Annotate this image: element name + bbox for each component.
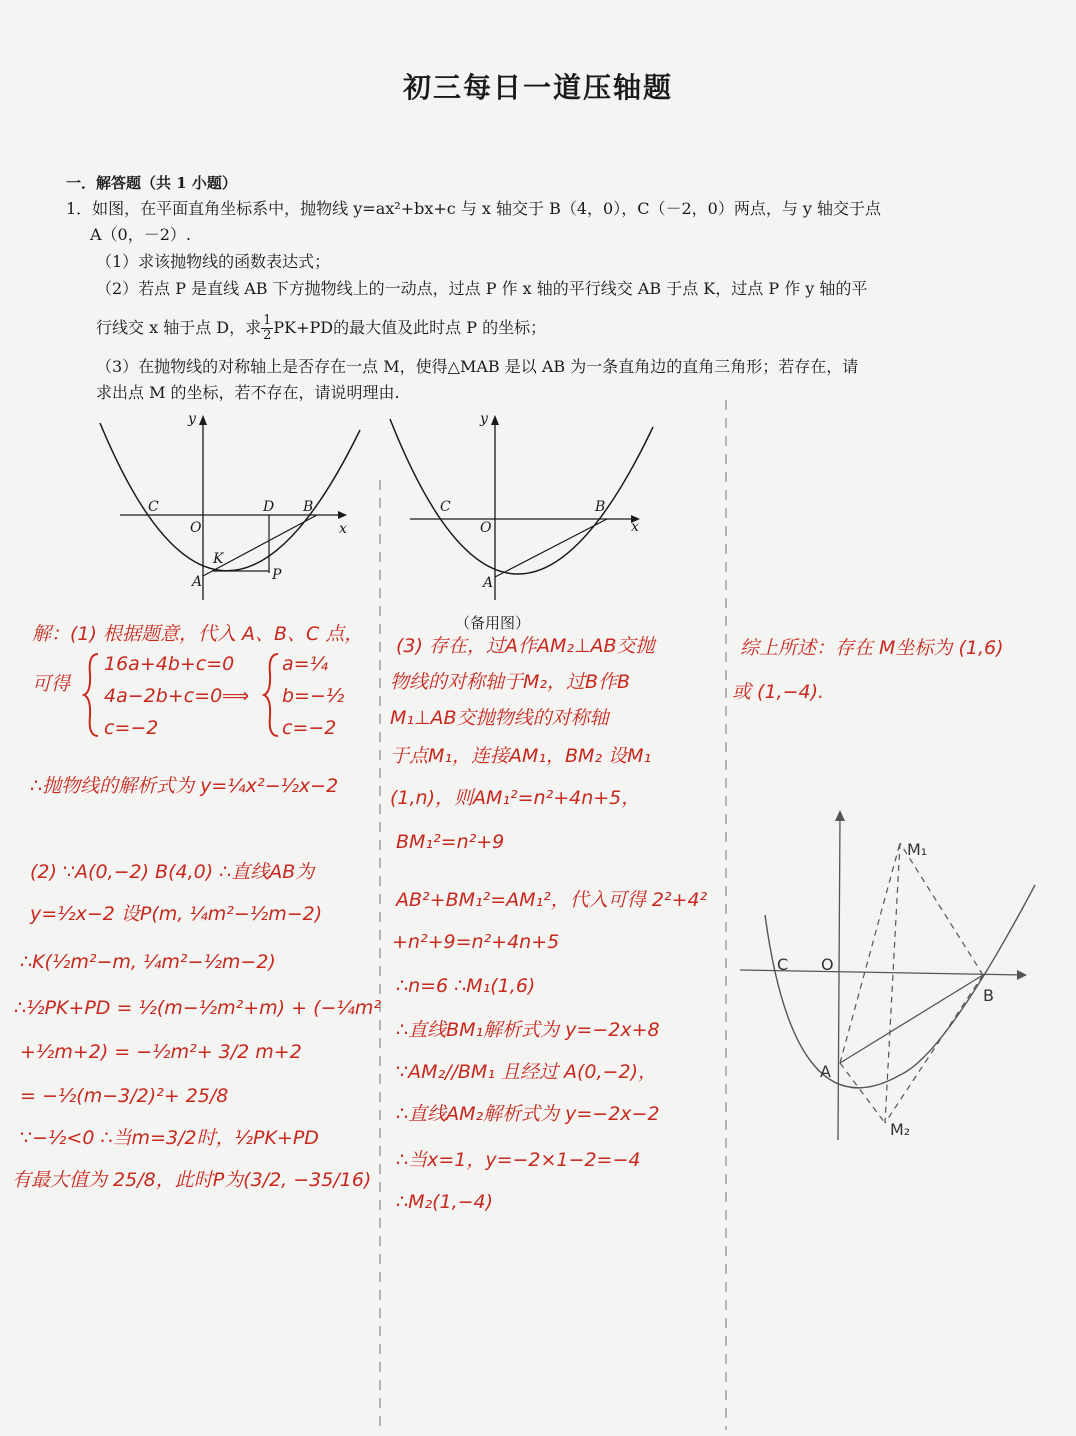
hw-c3-or: 或 (1,−4).	[732, 681, 825, 703]
point-b-label: B	[303, 499, 314, 515]
hw-c1-eq1: 16a+4b+c=0	[104, 653, 235, 675]
point-k-label: K	[213, 551, 224, 567]
x-label: x	[339, 521, 347, 537]
sketch-parabola	[765, 885, 1035, 1088]
sketch-c-label: C	[777, 955, 789, 974]
hw-c2-l4: (1,n)，则AM₁²=n²+4n+5，	[390, 787, 641, 809]
brace-icon	[84, 654, 98, 736]
point-d-label: D	[263, 499, 275, 515]
hw-c1-l14: +½m+2) = −½m²+ 3/2 m+2	[20, 1041, 302, 1063]
question-line-1: 1．如图，在平面直角坐标系中，抛物线 y=ax²+bx+c 与 x 轴交于 B（4，0），C（－2，0）两点，与 y 轴交于点	[66, 199, 882, 218]
backup-figure-caption: （备用图）	[455, 614, 531, 632]
brace-icon	[264, 654, 278, 736]
sketch-m1-label: M₁	[907, 840, 928, 859]
hw-c2-l6: AB²+BM₁²=AM₁²，代入可得 2²+4²	[396, 889, 708, 911]
point-p-label: P	[272, 567, 282, 583]
hw-c1-implies: ⟹	[222, 685, 250, 707]
sketch-x-arrow-icon	[1017, 970, 1027, 980]
hw-c1-result1: ∴抛物线的解析式为 y=¼x²−½x−2	[30, 775, 339, 797]
origin-label: O	[480, 520, 492, 536]
hw-c1-eq2: 4a−2b+c=0	[104, 685, 223, 707]
question-line-2: A（0，－2）.	[90, 225, 192, 244]
section-heading: 一．解答题（共 1 小题）	[66, 174, 237, 192]
hw-c2-l5: BM₁²=n²+9	[396, 831, 505, 853]
hw-c1-l11: y=½x−2 设P(m, ¼m²−½m−2)	[30, 903, 323, 925]
sketch-o-label: O	[821, 955, 834, 974]
question-part-2a: （2）若点 P 是直线 AB 下方抛物线上的一动点，过点 P 作 x 轴的平行线交 AB 于点 K，过点 P 作 y 轴的平	[96, 279, 868, 298]
sketch-b-label: B	[983, 986, 994, 1005]
y-label: y	[480, 411, 488, 427]
hw-c2-l11: ∴直线AM₂解析式为 y=−2x−2	[396, 1103, 660, 1125]
hw-c1-l16: ∵−½<0 ∴当m=3/2时，½PK+PD	[20, 1127, 319, 1149]
hw-c1-b: b=−½	[282, 685, 345, 707]
hw-c1-a: a=¼	[282, 653, 328, 675]
sketch-line-am2	[840, 1063, 885, 1123]
x-label: x	[631, 519, 639, 535]
sketch-line-ab	[840, 975, 983, 1063]
hw-c2-l13: ∴M₂(1,−4)	[396, 1191, 494, 1213]
fraction-numerator: 1	[263, 313, 272, 328]
sketch-a-label: A	[820, 1062, 831, 1081]
hw-c1-l15: = −½(m−3/2)²+ 25/8	[20, 1085, 229, 1107]
hw-c2-l3: 于点M₁，连接AM₁，BM₂ 设M₁	[390, 745, 652, 767]
hand-sketch	[735, 805, 1065, 1145]
hw-c1-c: c=−2	[282, 717, 337, 739]
question-part-3a: （3）在抛物线的对称轴上是否存在一点 M，使得△MAB 是以 AB 为一条直角边的直角三角形；若存在，请	[96, 357, 859, 376]
part2-text-post: PK+PD的最大值及此时点 P 的坐标；	[273, 318, 547, 337]
hw-c1-l13: ∴½PK+PD = ½(m−½m²+m) + (−¼m²	[14, 997, 381, 1019]
point-c-label: C	[148, 499, 159, 515]
hw-c2-l9: ∴直线BM₁解析式为 y=−2x+8	[396, 1019, 660, 1041]
point-c-label: C	[440, 499, 451, 515]
fraction-denominator: 2	[263, 328, 272, 343]
y-label: y	[188, 411, 196, 427]
sketch-line-bm1	[900, 843, 983, 975]
hw-c2-l0: (3) 存在，过A作AM₂⊥AB交抛	[396, 635, 655, 657]
point-b-label: B	[595, 499, 606, 515]
hw-c1-l2: 可得	[32, 673, 71, 695]
hw-c3-conclusion: 综上所述：存在 M坐标为 (1,6)	[740, 637, 1004, 659]
point-a-label: A	[192, 574, 203, 590]
point-a-label: A	[483, 575, 494, 591]
hw-c1-l1: 解：(1) 根据题意，代入 A、B、C 点，	[32, 623, 364, 645]
question-part-1: （1）求该抛物线的函数表达式；	[96, 252, 331, 271]
sketch-y-axis	[838, 815, 840, 1140]
sketch-line-bm2	[885, 975, 983, 1123]
hw-c2-l12: ∴当x=1，y=−2×1−2=−4	[396, 1149, 641, 1171]
hw-c1-l10: (2) ∵A(0,−2) B(4,0) ∴直线AB为	[30, 861, 315, 883]
hw-brace-left	[82, 650, 102, 740]
sketch-y-arrow-icon	[835, 810, 845, 821]
hw-c2-l10: ∵AM₂//BM₁ 且经过 A(0,−2)，	[396, 1061, 657, 1083]
hw-brace-right	[262, 650, 282, 740]
hw-c1-l17: 有最大值为 25/8，此时P为(3/2, −35/16)	[12, 1169, 372, 1191]
hw-c1-eq3: c=−2	[104, 717, 159, 739]
hw-c2-l7: +n²+9=n²+4n+5	[392, 931, 560, 953]
origin-label: O	[190, 520, 202, 536]
hw-c2-l2: M₁⊥AB交抛物线的对称轴	[390, 707, 609, 729]
question-part-3b: 求出点 M 的坐标，若不存在，请说明理由.	[96, 383, 400, 402]
sketch-line-am1	[840, 843, 900, 1063]
hw-c1-l12: ∴K(½m²−m, ¼m²−½m−2)	[20, 951, 276, 973]
page-title: 初三每日一道压轴题	[402, 71, 673, 104]
hw-c2-l8: ∴n=6 ∴M₁(1,6)	[396, 975, 536, 997]
part2-text-pre: 行线交 x 轴于点 D，求	[96, 318, 262, 337]
hw-c2-l1: 物线的对称轴于M₂，过B作B	[390, 671, 631, 693]
sketch-m2-label: M₂	[890, 1120, 911, 1139]
